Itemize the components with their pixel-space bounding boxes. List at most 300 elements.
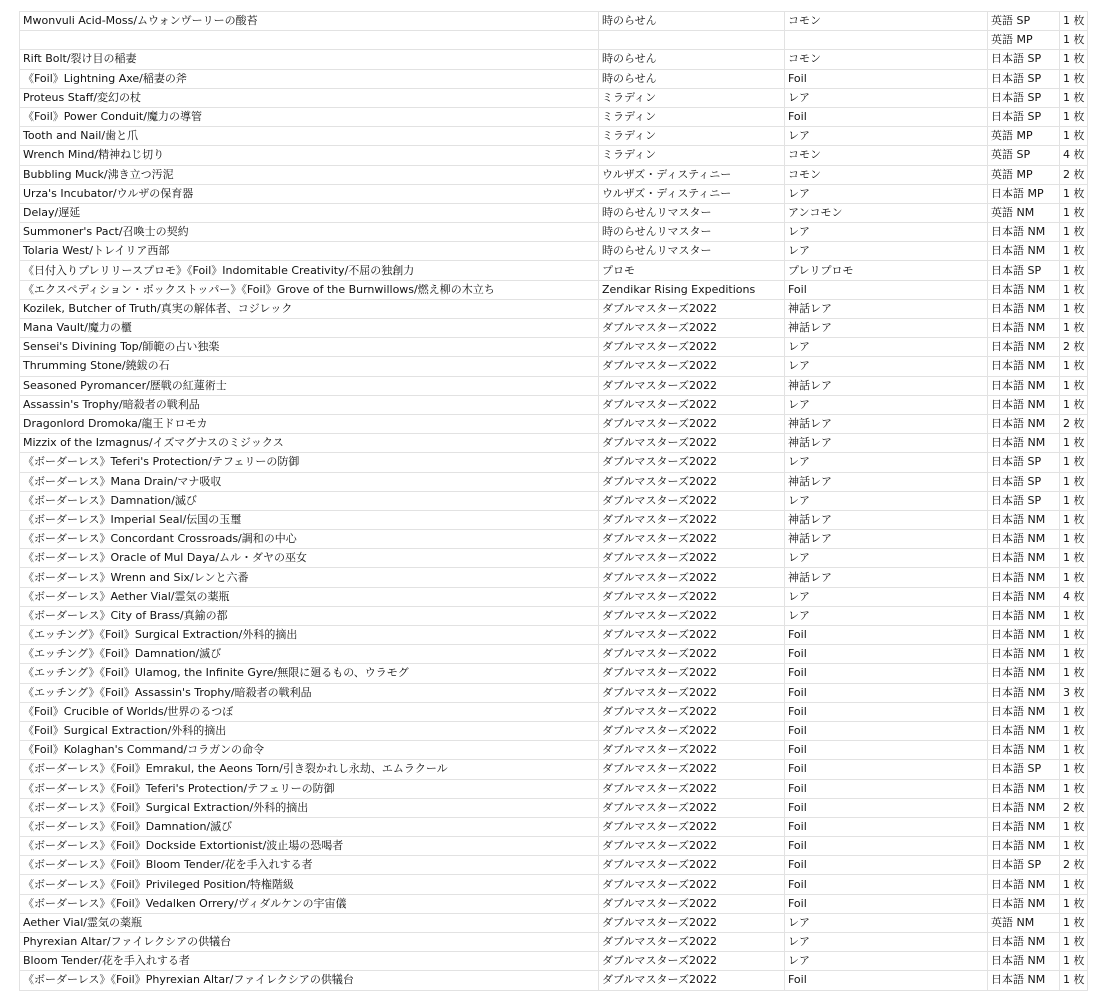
condition-cell: 日本語 SP [988, 491, 1060, 510]
card-name-cell: Thrumming Stone/鐃鈸の石 [20, 357, 599, 376]
table-row [20, 376, 1088, 395]
quantity-cell: 1 枚 [1060, 894, 1088, 913]
table-row [20, 683, 1088, 702]
quantity-cell: 1 枚 [1060, 971, 1088, 990]
condition-cell: 日本語 NM [988, 434, 1060, 453]
card-name-cell: 《エクスペディション・ボックストッパー》《Foil》Grove of the Burnwillows/燃え柳の木立ち [20, 280, 599, 299]
card-name-cell: 《ボーダーレス》《Foil》Damnation/滅び [20, 817, 599, 836]
rarity-cell: レア [785, 338, 988, 357]
rarity-cell: Foil [785, 875, 988, 894]
condition-cell: 日本語 NM [988, 933, 1060, 952]
card-name-cell: 《ボーダーレス》《Foil》Privileged Position/特権階級 [20, 875, 599, 894]
table-row [20, 779, 1088, 798]
quantity-cell: 4 枚 [1060, 587, 1088, 606]
card-name-cell: Phyrexian Altar/ファイレクシアの供犠台 [20, 933, 599, 952]
condition-cell: 日本語 SP [988, 69, 1060, 88]
table-row [20, 875, 1088, 894]
card-name-cell: 《ボーダーレス》Mana Drain/マナ吸収 [20, 472, 599, 491]
rarity-cell: レア [785, 952, 988, 971]
rarity-cell: Foil [785, 741, 988, 760]
quantity-cell: 1 枚 [1060, 357, 1088, 376]
table-row [20, 88, 1088, 107]
set-name-cell: ダブルマスターズ2022 [599, 606, 785, 625]
table-row [20, 146, 1088, 165]
table-row [20, 491, 1088, 510]
table-row [20, 530, 1088, 549]
condition-cell: 日本語 NM [988, 837, 1060, 856]
condition-cell: 日本語 NM [988, 549, 1060, 568]
set-name-cell: ダブルマスターズ2022 [599, 817, 785, 836]
condition-cell: 英語 MP [988, 31, 1060, 50]
quantity-cell: 1 枚 [1060, 280, 1088, 299]
rarity-cell: レア [785, 606, 988, 625]
set-name-cell: 時のらせん [599, 69, 785, 88]
set-name-cell: ミラディン [599, 146, 785, 165]
condition-cell: 英語 MP [988, 165, 1060, 184]
set-name-cell: 時のらせんリマスター [599, 223, 785, 242]
card-name-cell: 《Foil》Lightning Axe/稲妻の斧 [20, 69, 599, 88]
rarity-cell: Foil [785, 798, 988, 817]
set-name-cell: ダブルマスターズ2022 [599, 664, 785, 683]
condition-cell: 日本語 NM [988, 530, 1060, 549]
card-name-cell: Summoner's Pact/召喚士の契約 [20, 223, 599, 242]
condition-cell: 日本語 SP [988, 760, 1060, 779]
set-name-cell: ダブルマスターズ2022 [599, 721, 785, 740]
table-row [20, 798, 1088, 817]
quantity-cell: 1 枚 [1060, 107, 1088, 126]
rarity-cell: レア [785, 913, 988, 932]
card-name-cell: Wrench Mind/精神ねじ切り [20, 146, 599, 165]
condition-cell: 日本語 NM [988, 875, 1060, 894]
condition-cell: 日本語 NM [988, 299, 1060, 318]
rarity-cell: 神話レア [785, 530, 988, 549]
card-name-cell: 《ボーダーレス》《Foil》Bloom Tender/花を手入れする者 [20, 856, 599, 875]
card-name-cell: Proteus Staff/変幻の杖 [20, 88, 599, 107]
rarity-cell: レア [785, 127, 988, 146]
quantity-cell: 1 枚 [1060, 875, 1088, 894]
set-name-cell: ダブルマスターズ2022 [599, 645, 785, 664]
quantity-cell: 1 枚 [1060, 549, 1088, 568]
card-name-cell: Delay/遅延 [20, 203, 599, 222]
quantity-cell: 1 枚 [1060, 242, 1088, 261]
table-row [20, 952, 1088, 971]
rarity-cell: 神話レア [785, 414, 988, 433]
rarity-cell: レア [785, 395, 988, 414]
rarity-cell: レア [785, 549, 988, 568]
table-row [20, 702, 1088, 721]
set-name-cell: 時のらせん [599, 12, 785, 31]
rarity-cell: Foil [785, 721, 988, 740]
table-row [20, 319, 1088, 338]
condition-cell: 日本語 NM [988, 894, 1060, 913]
table-row [20, 165, 1088, 184]
set-name-cell: ダブルマスターズ2022 [599, 357, 785, 376]
card-name-cell: 《ボーダーレス》《Foil》Emrakul, the Aeons Torn/引き裂かれし永劫、エムラクール [20, 760, 599, 779]
set-name-cell: ダブルマスターズ2022 [599, 952, 785, 971]
set-name-cell: ダブルマスターズ2022 [599, 837, 785, 856]
set-name-cell: 時のらせんリマスター [599, 203, 785, 222]
card-name-cell: Seasoned Pyromancer/歴戦の紅蓮術士 [20, 376, 599, 395]
condition-cell: 日本語 NM [988, 242, 1060, 261]
quantity-cell: 1 枚 [1060, 817, 1088, 836]
condition-cell: 日本語 NM [988, 741, 1060, 760]
set-name-cell: ダブルマスターズ2022 [599, 856, 785, 875]
quantity-cell: 1 枚 [1060, 299, 1088, 318]
quantity-cell: 1 枚 [1060, 741, 1088, 760]
card-name-cell: 《Foil》Power Conduit/魔力の導管 [20, 107, 599, 126]
card-name-cell: Aether Vial/霊気の薬瓶 [20, 913, 599, 932]
quantity-cell: 1 枚 [1060, 88, 1088, 107]
card-name-cell: 《ボーダーレス》《Foil》Teferi's Protection/テフェリーの防御 [20, 779, 599, 798]
rarity-cell: Foil [785, 107, 988, 126]
rarity-cell: レア [785, 184, 988, 203]
set-name-cell: ダブルマスターズ2022 [599, 760, 785, 779]
set-name-cell: ウルザズ・ディスティニー [599, 184, 785, 203]
quantity-cell: 1 枚 [1060, 779, 1088, 798]
set-name-cell: プロモ [599, 261, 785, 280]
table-row [20, 261, 1088, 280]
quantity-cell: 1 枚 [1060, 952, 1088, 971]
table-row [20, 549, 1088, 568]
card-name-cell: Assassin's Trophy/暗殺者の戦利品 [20, 395, 599, 414]
rarity-cell: レア [785, 88, 988, 107]
card-name-cell: Tooth and Nail/歯と爪 [20, 127, 599, 146]
rarity-cell: レア [785, 933, 988, 952]
card-list-body [20, 12, 1088, 991]
table-row [20, 933, 1088, 952]
set-name-cell: 時のらせん [599, 50, 785, 69]
rarity-cell: レア [785, 223, 988, 242]
card-name-cell: Mizzix of the Izmagnus/イズマグナスのミジックス [20, 434, 599, 453]
table-row [20, 299, 1088, 318]
condition-cell: 日本語 NM [988, 414, 1060, 433]
quantity-cell: 1 枚 [1060, 31, 1088, 50]
condition-cell: 日本語 NM [988, 338, 1060, 357]
set-name-cell: ダブルマスターズ2022 [599, 702, 785, 721]
quantity-cell: 1 枚 [1060, 12, 1088, 31]
quantity-cell: 1 枚 [1060, 491, 1088, 510]
quantity-cell: 1 枚 [1060, 510, 1088, 529]
card-name-cell: 《ボーダーレス》《Foil》Surgical Extraction/外科的摘出 [20, 798, 599, 817]
quantity-cell: 4 枚 [1060, 146, 1088, 165]
condition-cell: 英語 MP [988, 127, 1060, 146]
card-name-cell: 《エッチング》《Foil》Surgical Extraction/外科的摘出 [20, 626, 599, 645]
quantity-cell: 1 枚 [1060, 319, 1088, 338]
set-name-cell: ダブルマスターズ2022 [599, 338, 785, 357]
rarity-cell: Foil [785, 664, 988, 683]
card-name-cell: 《ボーダーレス》Concordant Crossroads/調和の中心 [20, 530, 599, 549]
quantity-cell: 1 枚 [1060, 203, 1088, 222]
rarity-cell [785, 31, 988, 50]
quantity-cell: 2 枚 [1060, 338, 1088, 357]
set-name-cell: ダブルマスターズ2022 [599, 472, 785, 491]
rarity-cell: コモン [785, 146, 988, 165]
quantity-cell: 1 枚 [1060, 127, 1088, 146]
condition-cell: 日本語 NM [988, 510, 1060, 529]
set-name-cell: ダブルマスターズ2022 [599, 875, 785, 894]
rarity-cell: Foil [785, 69, 988, 88]
table-row [20, 414, 1088, 433]
condition-cell: 日本語 NM [988, 779, 1060, 798]
rarity-cell: Foil [785, 837, 988, 856]
table-row [20, 50, 1088, 69]
condition-cell: 日本語 SP [988, 50, 1060, 69]
quantity-cell: 1 枚 [1060, 606, 1088, 625]
set-name-cell: ダブルマスターズ2022 [599, 779, 785, 798]
set-name-cell: ダブルマスターズ2022 [599, 549, 785, 568]
condition-cell: 日本語 NM [988, 357, 1060, 376]
rarity-cell: 神話レア [785, 510, 988, 529]
set-name-cell: ダブルマスターズ2022 [599, 933, 785, 952]
rarity-cell: Foil [785, 626, 988, 645]
card-name-cell: 《エッチング》《Foil》Damnation/滅び [20, 645, 599, 664]
set-name-cell: ダブルマスターズ2022 [599, 299, 785, 318]
card-name-cell: 《日付入りプレリリースプロモ》《Foil》Indomitable Creativity/不屈の独創力 [20, 261, 599, 280]
card-name-cell [20, 31, 599, 50]
quantity-cell: 1 枚 [1060, 702, 1088, 721]
rarity-cell: コモン [785, 12, 988, 31]
rarity-cell: レア [785, 453, 988, 472]
quantity-cell: 1 枚 [1060, 395, 1088, 414]
rarity-cell: コモン [785, 50, 988, 69]
card-name-cell: 《エッチング》《Foil》Assassin's Trophy/暗殺者の戦利品 [20, 683, 599, 702]
set-name-cell: ミラディン [599, 107, 785, 126]
card-name-cell: 《ボーダーレス》《Foil》Dockside Extortionist/波止場の恐喝者 [20, 837, 599, 856]
card-name-cell: Urza's Incubator/ウルザの保育器 [20, 184, 599, 203]
rarity-cell: 神話レア [785, 472, 988, 491]
set-name-cell: ダブルマスターズ2022 [599, 491, 785, 510]
card-name-cell: 《ボーダーレス》Teferi's Protection/テフェリーの防御 [20, 453, 599, 472]
card-name-cell: Bloom Tender/花を手入れする者 [20, 952, 599, 971]
set-name-cell: ダブルマスターズ2022 [599, 568, 785, 587]
set-name-cell: ウルザズ・ディスティニー [599, 165, 785, 184]
condition-cell: 英語 NM [988, 203, 1060, 222]
condition-cell: 日本語 NM [988, 721, 1060, 740]
card-name-cell: Kozilek, Butcher of Truth/真実の解体者、コジレック [20, 299, 599, 318]
quantity-cell: 1 枚 [1060, 913, 1088, 932]
card-name-cell: Tolaria West/トレイリア西部 [20, 242, 599, 261]
card-name-cell: Bubbling Muck/沸き立つ汚泥 [20, 165, 599, 184]
condition-cell: 日本語 NM [988, 319, 1060, 338]
quantity-cell: 1 枚 [1060, 50, 1088, 69]
set-name-cell: ダブルマスターズ2022 [599, 395, 785, 414]
quantity-cell: 1 枚 [1060, 721, 1088, 740]
table-row [20, 626, 1088, 645]
condition-cell: 日本語 SP [988, 472, 1060, 491]
quantity-cell: 1 枚 [1060, 453, 1088, 472]
table-row [20, 721, 1088, 740]
rarity-cell: 神話レア [785, 434, 988, 453]
condition-cell: 日本語 NM [988, 664, 1060, 683]
rarity-cell: 神話レア [785, 299, 988, 318]
table-row [20, 894, 1088, 913]
set-name-cell: ダブルマスターズ2022 [599, 376, 785, 395]
card-name-cell: Rift Bolt/裂け目の稲妻 [20, 50, 599, 69]
condition-cell: 日本語 NM [988, 280, 1060, 299]
condition-cell: 日本語 NM [988, 395, 1060, 414]
rarity-cell: アンコモン [785, 203, 988, 222]
table-row [20, 453, 1088, 472]
table-row [20, 664, 1088, 683]
table-row [20, 107, 1088, 126]
table-row [20, 760, 1088, 779]
card-name-cell: 《ボーダーレス》Aether Vial/霊気の薬瓶 [20, 587, 599, 606]
card-name-cell: 《ボーダーレス》《Foil》Phyrexian Altar/ファイレクシアの供犠台 [20, 971, 599, 990]
card-name-cell: Mana Vault/魔力の櫃 [20, 319, 599, 338]
table-row [20, 510, 1088, 529]
table-row [20, 395, 1088, 414]
quantity-cell: 1 枚 [1060, 933, 1088, 952]
set-name-cell: Zendikar Rising Expeditions [599, 280, 785, 299]
card-list-table [19, 11, 1088, 991]
condition-cell: 日本語 SP [988, 107, 1060, 126]
condition-cell: 英語 SP [988, 12, 1060, 31]
quantity-cell: 1 枚 [1060, 530, 1088, 549]
quantity-cell: 2 枚 [1060, 414, 1088, 433]
quantity-cell: 1 枚 [1060, 645, 1088, 664]
quantity-cell: 1 枚 [1060, 69, 1088, 88]
rarity-cell: Foil [785, 856, 988, 875]
table-row [20, 913, 1088, 932]
card-name-cell: Sensei's Divining Top/師範の占い独楽 [20, 338, 599, 357]
condition-cell: 日本語 NM [988, 626, 1060, 645]
table-row [20, 69, 1088, 88]
condition-cell: 日本語 NM [988, 223, 1060, 242]
set-name-cell: ダブルマスターズ2022 [599, 434, 785, 453]
rarity-cell: 神話レア [785, 319, 988, 338]
set-name-cell: ミラディン [599, 127, 785, 146]
rarity-cell: Foil [785, 683, 988, 702]
condition-cell: 日本語 NM [988, 702, 1060, 721]
rarity-cell: Foil [785, 702, 988, 721]
condition-cell: 日本語 NM [988, 606, 1060, 625]
rarity-cell: Foil [785, 645, 988, 664]
set-name-cell: 時のらせんリマスター [599, 242, 785, 261]
quantity-cell: 1 枚 [1060, 434, 1088, 453]
set-name-cell: ダブルマスターズ2022 [599, 683, 785, 702]
quantity-cell: 2 枚 [1060, 856, 1088, 875]
table-row [20, 971, 1088, 990]
table-row [20, 338, 1088, 357]
set-name-cell: ダブルマスターズ2022 [599, 798, 785, 817]
rarity-cell: レア [785, 242, 988, 261]
quantity-cell: 1 枚 [1060, 664, 1088, 683]
condition-cell: 日本語 NM [988, 798, 1060, 817]
table-row [20, 184, 1088, 203]
set-name-cell: ダブルマスターズ2022 [599, 510, 785, 529]
rarity-cell: レア [785, 357, 988, 376]
card-name-cell: 《ボーダーレス》Damnation/滅び [20, 491, 599, 510]
condition-cell: 日本語 NM [988, 376, 1060, 395]
quantity-cell: 3 枚 [1060, 683, 1088, 702]
rarity-cell: プレリプロモ [785, 261, 988, 280]
card-name-cell: Mwonvuli Acid-Moss/ムウォンヴーリーの酸苔 [20, 12, 599, 31]
table-row [20, 568, 1088, 587]
set-name-cell: ダブルマスターズ2022 [599, 894, 785, 913]
condition-cell: 日本語 NM [988, 817, 1060, 836]
condition-cell: 日本語 SP [988, 88, 1060, 107]
card-name-cell: 《ボーダーレス》Oracle of Mul Daya/ムル・ダヤの巫女 [20, 549, 599, 568]
quantity-cell: 1 枚 [1060, 568, 1088, 587]
condition-cell: 日本語 NM [988, 568, 1060, 587]
table-row [20, 242, 1088, 261]
card-name-cell: 《Foil》Kolaghan's Command/コラガンの命令 [20, 741, 599, 760]
table-row [20, 203, 1088, 222]
card-name-cell: 《ボーダーレス》Wrenn and Six/レンと六番 [20, 568, 599, 587]
table-row [20, 472, 1088, 491]
set-name-cell: ダブルマスターズ2022 [599, 587, 785, 606]
rarity-cell: Foil [785, 894, 988, 913]
card-name-cell: 《エッチング》《Foil》Ulamog, the Infinite Gyre/無限に廻るもの、ウラモグ [20, 664, 599, 683]
table-row [20, 856, 1088, 875]
table-row [20, 741, 1088, 760]
quantity-cell: 2 枚 [1060, 798, 1088, 817]
set-name-cell: ダブルマスターズ2022 [599, 913, 785, 932]
set-name-cell: ダブルマスターズ2022 [599, 971, 785, 990]
card-name-cell: 《ボーダーレス》《Foil》Vedalken Orrery/ヴィダルケンの宇宙儀 [20, 894, 599, 913]
quantity-cell: 1 枚 [1060, 223, 1088, 242]
condition-cell: 日本語 NM [988, 587, 1060, 606]
table-row [20, 645, 1088, 664]
table-row [20, 837, 1088, 856]
condition-cell: 日本語 MP [988, 184, 1060, 203]
table-row [20, 606, 1088, 625]
set-name-cell: ダブルマスターズ2022 [599, 530, 785, 549]
table-row [20, 127, 1088, 146]
rarity-cell: Foil [785, 760, 988, 779]
condition-cell: 日本語 SP [988, 856, 1060, 875]
table-row [20, 280, 1088, 299]
set-name-cell: ダブルマスターズ2022 [599, 626, 785, 645]
rarity-cell: Foil [785, 817, 988, 836]
quantity-cell: 1 枚 [1060, 472, 1088, 491]
condition-cell: 日本語 NM [988, 683, 1060, 702]
condition-cell: 日本語 SP [988, 453, 1060, 472]
table-row [20, 12, 1088, 31]
table-row [20, 357, 1088, 376]
card-name-cell: Dragonlord Dromoka/龍王ドロモカ [20, 414, 599, 433]
table-row [20, 434, 1088, 453]
condition-cell: 日本語 SP [988, 261, 1060, 280]
set-name-cell: ダブルマスターズ2022 [599, 453, 785, 472]
set-name-cell: ミラディン [599, 88, 785, 107]
rarity-cell: Foil [785, 779, 988, 798]
quantity-cell: 1 枚 [1060, 376, 1088, 395]
quantity-cell: 1 枚 [1060, 837, 1088, 856]
condition-cell: 英語 SP [988, 146, 1060, 165]
card-name-cell: 《ボーダーレス》Imperial Seal/伝国の玉璽 [20, 510, 599, 529]
quantity-cell: 1 枚 [1060, 184, 1088, 203]
rarity-cell: Foil [785, 971, 988, 990]
set-name-cell: ダブルマスターズ2022 [599, 741, 785, 760]
table-row [20, 223, 1088, 242]
quantity-cell: 1 枚 [1060, 626, 1088, 645]
quantity-cell: 2 枚 [1060, 165, 1088, 184]
rarity-cell: Foil [785, 280, 988, 299]
table-row [20, 587, 1088, 606]
condition-cell: 英語 NM [988, 913, 1060, 932]
rarity-cell: レア [785, 587, 988, 606]
set-name-cell [599, 31, 785, 50]
quantity-cell: 1 枚 [1060, 261, 1088, 280]
condition-cell: 日本語 NM [988, 645, 1060, 664]
rarity-cell: 神話レア [785, 376, 988, 395]
card-name-cell: 《Foil》Surgical Extraction/外科的摘出 [20, 721, 599, 740]
card-name-cell: 《Foil》Crucible of Worlds/世界のるつぼ [20, 702, 599, 721]
table-row [20, 817, 1088, 836]
card-name-cell: 《ボーダーレス》City of Brass/真鍮の都 [20, 606, 599, 625]
condition-cell: 日本語 NM [988, 971, 1060, 990]
